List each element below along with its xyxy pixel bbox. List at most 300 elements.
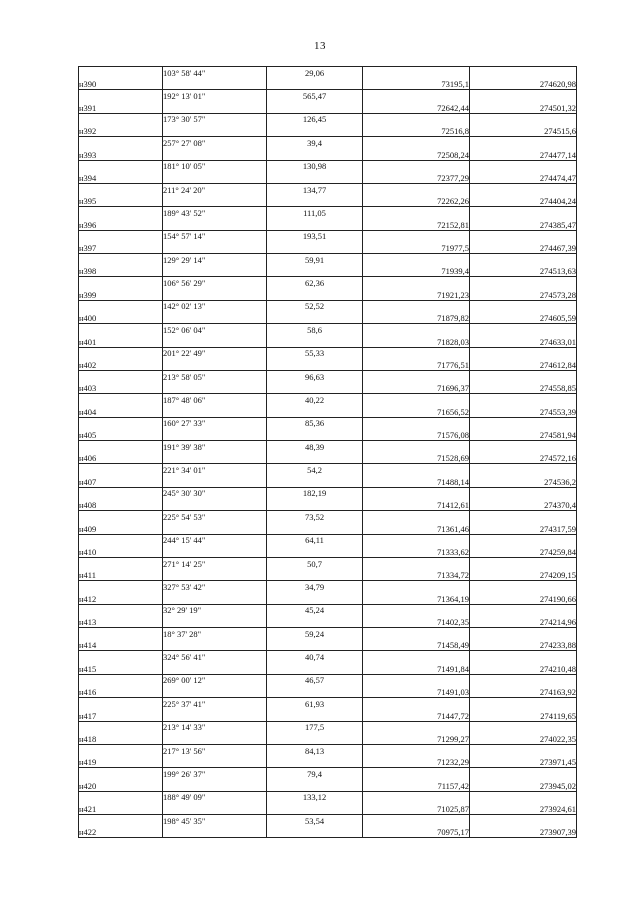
x-coordinate-cell: 71528,69 (363, 452, 470, 464)
y-coordinate-cell: 274573,28 (470, 289, 577, 301)
distance-cell: 62,36 (267, 277, 363, 289)
x-coordinate-cell (363, 791, 470, 803)
point-name-cell (79, 628, 163, 640)
distance-cell: 61,93 (267, 698, 363, 710)
point-row (79, 405, 577, 417)
y-coordinate-cell (470, 721, 577, 733)
distance-cell (267, 639, 363, 651)
direction-angle-cell (163, 218, 267, 230)
point-row (79, 218, 577, 230)
point-name-cell: н417 (79, 709, 163, 721)
point-name-cell (79, 183, 163, 195)
y-coordinate-cell: 274477,14 (470, 148, 577, 160)
direction-angle-cell (163, 709, 267, 721)
distance-cell: 46,57 (267, 674, 363, 686)
point-name-cell (79, 347, 163, 359)
direction-angle-cell (163, 148, 267, 160)
x-coordinate-cell: 72262,26 (363, 195, 470, 207)
point-name-cell (79, 230, 163, 242)
direction-angle-cell (163, 826, 267, 838)
direction-angle-cell (163, 546, 267, 558)
direction-angle-cell (163, 756, 267, 768)
direction-angle-cell: 245° 30' 30" (163, 487, 267, 499)
point-name-cell (79, 254, 163, 266)
y-coordinate-cell (470, 324, 577, 336)
distance-cell: 39,4 (267, 137, 363, 149)
direction-angle-cell (163, 172, 267, 184)
coordinates-table (78, 66, 577, 838)
point-name-cell: н402 (79, 359, 163, 371)
y-coordinate-cell: 274233,88 (470, 639, 577, 651)
distance-cell: 53,54 (267, 815, 363, 827)
direction-angle-cell (163, 592, 267, 604)
point-row (79, 663, 577, 675)
distance-cell (267, 756, 363, 768)
point-name-cell (79, 581, 163, 593)
x-coordinate-cell (363, 137, 470, 149)
distance-cell: 133,12 (267, 791, 363, 803)
y-coordinate-cell (470, 604, 577, 616)
segment-row (79, 698, 577, 710)
y-coordinate-cell (470, 628, 577, 640)
point-row (79, 382, 577, 394)
distance-cell (267, 452, 363, 464)
direction-angle-cell (163, 569, 267, 581)
point-row (79, 803, 577, 815)
y-coordinate-cell (470, 277, 577, 289)
distance-cell: 50,7 (267, 557, 363, 569)
point-row (79, 289, 577, 301)
direction-angle-cell: 154° 57' 14" (163, 230, 267, 242)
distance-cell: 54,2 (267, 464, 363, 476)
y-coordinate-cell (470, 254, 577, 266)
x-coordinate-cell: 71488,14 (363, 476, 470, 488)
segment-row (79, 791, 577, 803)
point-row (79, 195, 577, 207)
point-name-cell: н412 (79, 592, 163, 604)
segment-row (79, 417, 577, 429)
direction-angle-cell: 213° 14' 33" (163, 721, 267, 733)
y-coordinate-cell (470, 183, 577, 195)
distance-cell: 45,24 (267, 604, 363, 616)
distance-cell (267, 592, 363, 604)
x-coordinate-cell (363, 67, 470, 79)
x-coordinate-cell (363, 581, 470, 593)
point-row (79, 499, 577, 511)
distance-cell: 52,52 (267, 300, 363, 312)
coordinates-table-body (79, 67, 577, 838)
direction-angle-cell (163, 639, 267, 651)
distance-cell (267, 148, 363, 160)
point-name-cell (79, 791, 163, 803)
distance-cell (267, 102, 363, 114)
distance-cell (267, 359, 363, 371)
distance-cell (267, 569, 363, 581)
distance-cell (267, 826, 363, 838)
segment-row (79, 604, 577, 616)
distance-cell: 126,45 (267, 113, 363, 125)
distance-cell (267, 218, 363, 230)
y-coordinate-cell: 274119,65 (470, 709, 577, 721)
x-coordinate-cell: 71299,27 (363, 733, 470, 745)
x-coordinate-cell: 71696,37 (363, 382, 470, 394)
point-name-cell (79, 137, 163, 149)
point-row (79, 148, 577, 160)
direction-angle-cell (163, 195, 267, 207)
point-row (79, 335, 577, 347)
x-coordinate-cell: 71412,61 (363, 499, 470, 511)
direction-angle-cell: 188° 49' 09" (163, 791, 267, 803)
direction-angle-cell: 199° 26' 37" (163, 768, 267, 780)
point-name-cell (79, 604, 163, 616)
point-name-cell: н394 (79, 172, 163, 184)
distance-cell (267, 78, 363, 90)
x-coordinate-cell: 72508,24 (363, 148, 470, 160)
y-coordinate-cell (470, 698, 577, 710)
point-name-cell (79, 441, 163, 453)
point-name-cell: н403 (79, 382, 163, 394)
point-name-cell: н401 (79, 335, 163, 347)
direction-angle-cell (163, 359, 267, 371)
distance-cell (267, 616, 363, 628)
point-name-cell (79, 487, 163, 499)
direction-angle-cell (163, 803, 267, 815)
y-coordinate-cell (470, 487, 577, 499)
x-coordinate-cell: 71361,46 (363, 522, 470, 534)
distance-cell: 130,98 (267, 160, 363, 172)
segment-row (79, 534, 577, 546)
x-coordinate-cell: 72377,29 (363, 172, 470, 184)
direction-angle-cell: 257° 27' 08" (163, 137, 267, 149)
y-coordinate-cell (470, 791, 577, 803)
segment-row (79, 113, 577, 125)
y-coordinate-cell (470, 511, 577, 523)
distance-cell (267, 709, 363, 721)
distance-cell (267, 125, 363, 137)
direction-angle-cell: 225° 54' 53" (163, 511, 267, 523)
direction-angle-cell: 106° 56' 29" (163, 277, 267, 289)
y-coordinate-cell (470, 651, 577, 663)
y-coordinate-cell (470, 534, 577, 546)
direction-angle-cell: 201° 22' 49" (163, 347, 267, 359)
distance-cell: 193,51 (267, 230, 363, 242)
point-name-cell: н419 (79, 756, 163, 768)
x-coordinate-cell: 71025,87 (363, 803, 470, 815)
segment-row (79, 67, 577, 79)
y-coordinate-cell (470, 674, 577, 686)
y-coordinate-cell: 274370,4 (470, 499, 577, 511)
x-coordinate-cell (363, 674, 470, 686)
y-coordinate-cell: 273971,45 (470, 756, 577, 768)
distance-cell (267, 172, 363, 184)
point-row (79, 102, 577, 114)
point-row (79, 616, 577, 628)
segment-row (79, 744, 577, 756)
distance-cell (267, 686, 363, 698)
direction-angle-cell: 269° 00' 12" (163, 674, 267, 686)
segment-row (79, 557, 577, 569)
y-coordinate-cell (470, 581, 577, 593)
x-coordinate-cell (363, 300, 470, 312)
point-name-cell: н411 (79, 569, 163, 581)
x-coordinate-cell (363, 207, 470, 219)
x-coordinate-cell: 71447,72 (363, 709, 470, 721)
point-row (79, 312, 577, 324)
point-name-cell: н396 (79, 218, 163, 230)
point-name-cell: н397 (79, 242, 163, 254)
point-name-cell: н405 (79, 429, 163, 441)
distance-cell: 59,24 (267, 628, 363, 640)
x-coordinate-cell (363, 370, 470, 382)
y-coordinate-cell: 273907,39 (470, 826, 577, 838)
point-name-cell: н395 (79, 195, 163, 207)
segment-row (79, 137, 577, 149)
y-coordinate-cell (470, 441, 577, 453)
direction-angle-cell: 152° 06' 04" (163, 324, 267, 336)
y-coordinate-cell (470, 417, 577, 429)
distance-cell (267, 335, 363, 347)
y-coordinate-cell: 274474,47 (470, 172, 577, 184)
point-name-cell (79, 557, 163, 569)
point-name-cell: н399 (79, 289, 163, 301)
segment-row (79, 370, 577, 382)
distance-cell (267, 476, 363, 488)
direction-angle-cell: 213° 58' 05" (163, 370, 267, 382)
x-coordinate-cell (363, 744, 470, 756)
x-coordinate-cell (363, 768, 470, 780)
distance-cell: 177,5 (267, 721, 363, 733)
distance-cell: 73,52 (267, 511, 363, 523)
x-coordinate-cell (363, 557, 470, 569)
point-name-cell (79, 417, 163, 429)
point-row (79, 546, 577, 558)
y-coordinate-cell: 274536,2 (470, 476, 577, 488)
point-name-cell (79, 324, 163, 336)
distance-cell (267, 779, 363, 791)
y-coordinate-cell: 274558,85 (470, 382, 577, 394)
y-coordinate-cell: 274209,15 (470, 569, 577, 581)
point-name-cell (79, 370, 163, 382)
y-coordinate-cell: 274404,24 (470, 195, 577, 207)
x-coordinate-cell: 71232,29 (363, 756, 470, 768)
y-coordinate-cell: 274581,94 (470, 429, 577, 441)
distance-cell (267, 242, 363, 254)
point-name-cell (79, 534, 163, 546)
y-coordinate-cell: 274210,48 (470, 663, 577, 675)
y-coordinate-cell (470, 815, 577, 827)
point-name-cell (79, 160, 163, 172)
x-coordinate-cell: 71879,82 (363, 312, 470, 324)
direction-angle-cell (163, 522, 267, 534)
point-row (79, 779, 577, 791)
y-coordinate-cell (470, 347, 577, 359)
direction-angle-cell (163, 733, 267, 745)
x-coordinate-cell: 73195,1 (363, 78, 470, 90)
segment-row (79, 160, 577, 172)
direction-angle-cell (163, 779, 267, 791)
direction-angle-cell (163, 265, 267, 277)
y-coordinate-cell: 274163,92 (470, 686, 577, 698)
distance-cell: 64,11 (267, 534, 363, 546)
y-coordinate-cell: 274467,39 (470, 242, 577, 254)
y-coordinate-cell: 274214,96 (470, 616, 577, 628)
y-coordinate-cell (470, 394, 577, 406)
point-name-cell (79, 698, 163, 710)
y-coordinate-cell (470, 230, 577, 242)
segment-row (79, 487, 577, 499)
point-row (79, 242, 577, 254)
y-coordinate-cell: 274620,98 (470, 78, 577, 90)
segment-row (79, 651, 577, 663)
point-name-cell: н422 (79, 826, 163, 838)
distance-cell: 29,06 (267, 67, 363, 79)
direction-angle-cell (163, 382, 267, 394)
point-name-cell: н413 (79, 616, 163, 628)
point-name-cell (79, 113, 163, 125)
point-name-cell: н404 (79, 405, 163, 417)
distance-cell: 84,13 (267, 744, 363, 756)
direction-angle-cell: 225° 37' 41" (163, 698, 267, 710)
x-coordinate-cell (363, 628, 470, 640)
point-row (79, 476, 577, 488)
segment-row (79, 628, 577, 640)
point-name-cell (79, 277, 163, 289)
point-row (79, 359, 577, 371)
point-name-cell: н415 (79, 663, 163, 675)
x-coordinate-cell: 71333,62 (363, 546, 470, 558)
point-name-cell: н410 (79, 546, 163, 558)
y-coordinate-cell: 274515,6 (470, 125, 577, 137)
y-coordinate-cell (470, 207, 577, 219)
y-coordinate-cell (470, 744, 577, 756)
x-coordinate-cell: 72516,8 (363, 125, 470, 137)
point-name-cell (79, 464, 163, 476)
direction-angle-cell: 221° 34' 01" (163, 464, 267, 476)
x-coordinate-cell (363, 394, 470, 406)
y-coordinate-cell: 274317,59 (470, 522, 577, 534)
y-coordinate-cell: 274259,84 (470, 546, 577, 558)
segment-row (79, 464, 577, 476)
point-row (79, 429, 577, 441)
x-coordinate-cell (363, 698, 470, 710)
point-row (79, 125, 577, 137)
distance-cell (267, 522, 363, 534)
x-coordinate-cell: 71828,03 (363, 335, 470, 347)
y-coordinate-cell: 274022,35 (470, 733, 577, 745)
point-name-cell: н400 (79, 312, 163, 324)
direction-angle-cell: 192° 13' 01" (163, 90, 267, 102)
x-coordinate-cell (363, 815, 470, 827)
direction-angle-cell (163, 476, 267, 488)
direction-angle-cell: 244° 15' 44" (163, 534, 267, 546)
y-coordinate-cell: 274612,84 (470, 359, 577, 371)
direction-angle-cell (163, 452, 267, 464)
distance-cell: 40,22 (267, 394, 363, 406)
y-coordinate-cell (470, 160, 577, 172)
direction-angle-cell: 217° 13' 56" (163, 744, 267, 756)
direction-angle-cell (163, 242, 267, 254)
point-name-cell: н408 (79, 499, 163, 511)
x-coordinate-cell (363, 160, 470, 172)
point-name-cell: н391 (79, 102, 163, 114)
point-name-cell (79, 394, 163, 406)
point-name-cell (79, 651, 163, 663)
segment-row (79, 254, 577, 266)
point-row (79, 265, 577, 277)
direction-angle-cell: 198° 45' 35" (163, 815, 267, 827)
point-name-cell: н398 (79, 265, 163, 277)
direction-angle-cell: 324° 56' 41" (163, 651, 267, 663)
segment-row (79, 511, 577, 523)
segment-row (79, 347, 577, 359)
x-coordinate-cell (363, 534, 470, 546)
x-coordinate-cell (363, 230, 470, 242)
x-coordinate-cell: 71157,42 (363, 779, 470, 791)
distance-cell (267, 663, 363, 675)
x-coordinate-cell: 71921,23 (363, 289, 470, 301)
x-coordinate-cell (363, 324, 470, 336)
x-coordinate-cell (363, 183, 470, 195)
x-coordinate-cell: 71491,03 (363, 686, 470, 698)
point-name-cell (79, 511, 163, 523)
direction-angle-cell (163, 663, 267, 675)
y-coordinate-cell: 274553,39 (470, 405, 577, 417)
x-coordinate-cell: 71402,35 (363, 616, 470, 628)
y-coordinate-cell (470, 137, 577, 149)
point-row (79, 522, 577, 534)
x-coordinate-cell (363, 277, 470, 289)
y-coordinate-cell: 273945,02 (470, 779, 577, 791)
page-number: 13 (314, 40, 326, 52)
direction-angle-cell: 211° 24' 20" (163, 183, 267, 195)
y-coordinate-cell (470, 113, 577, 125)
y-coordinate-cell: 274572,16 (470, 452, 577, 464)
point-row (79, 569, 577, 581)
distance-cell (267, 265, 363, 277)
direction-angle-cell (163, 78, 267, 90)
point-name-cell (79, 207, 163, 219)
distance-cell (267, 195, 363, 207)
direction-angle-cell: 173° 30' 57" (163, 113, 267, 125)
segment-row (79, 230, 577, 242)
x-coordinate-cell: 71776,51 (363, 359, 470, 371)
x-coordinate-cell (363, 487, 470, 499)
direction-angle-cell: 187° 48' 06" (163, 394, 267, 406)
distance-cell (267, 382, 363, 394)
point-name-cell (79, 721, 163, 733)
x-coordinate-cell: 71458,49 (363, 639, 470, 651)
point-name-cell: н390 (79, 78, 163, 90)
segment-row (79, 768, 577, 780)
point-name-cell (79, 815, 163, 827)
direction-angle-cell (163, 429, 267, 441)
point-name-cell: н421 (79, 803, 163, 815)
distance-cell (267, 499, 363, 511)
point-row (79, 639, 577, 651)
y-coordinate-cell (470, 67, 577, 79)
x-coordinate-cell: 71364,19 (363, 592, 470, 604)
direction-angle-cell: 181° 10' 05" (163, 160, 267, 172)
x-coordinate-cell (363, 604, 470, 616)
x-coordinate-cell: 71656,52 (363, 405, 470, 417)
y-coordinate-cell (470, 90, 577, 102)
segment-row (79, 90, 577, 102)
segment-row (79, 183, 577, 195)
distance-cell: 55,33 (267, 347, 363, 359)
point-name-cell (79, 90, 163, 102)
distance-cell: 85,36 (267, 417, 363, 429)
direction-angle-cell: 160° 27' 33" (163, 417, 267, 429)
